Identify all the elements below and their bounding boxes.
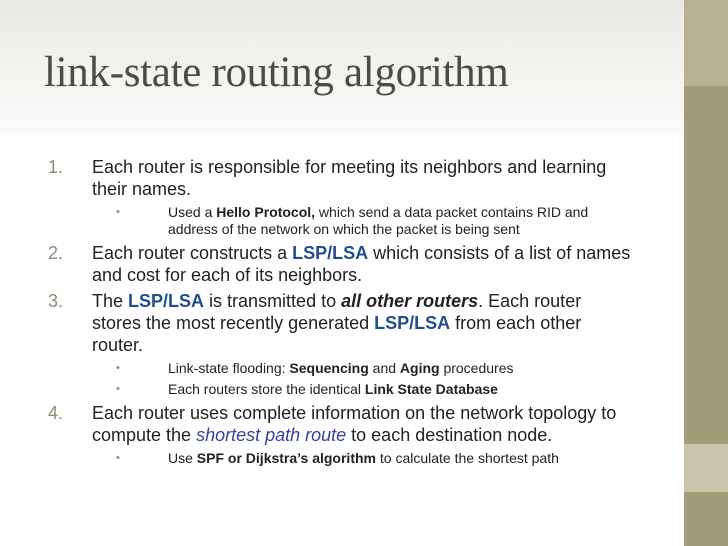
sub-item: • Used a Hello Protocol, which send a data packet contains RID and address of the network on which the packet is being sent [116, 204, 589, 237]
sidebar-strip-top [684, 0, 728, 86]
hello-protocol-term: Hello Protocol, [216, 204, 316, 220]
sub-item: • Use SPF or Dijkstra’s algorithm to calculate the shortest path [116, 450, 559, 466]
item-number: 2. [48, 243, 64, 263]
item-text: Each router constructs a LSP/LSA which consists of a list of names and cost for each of its neighbors. [92, 243, 631, 285]
bullet-icon: • [116, 383, 120, 395]
lsp-lsa-term: LSP/LSA [128, 291, 205, 311]
lsp-lsa-term: LSP/LSA [292, 243, 369, 263]
item-number: 1. [48, 157, 64, 177]
sub-list [0, 360, 684, 398]
lsp-lsa-term: LSP/LSA [374, 313, 451, 333]
sub-list [0, 204, 684, 238]
shortest-path-route-term: shortest path route [196, 425, 347, 445]
item-text: Each router uses complete information on the network topology to compute the shortest path route to each destination node. [92, 403, 617, 445]
item-number: 3. [48, 291, 64, 311]
list-item-2 [0, 242, 684, 286]
bullet-icon: • [116, 452, 120, 464]
list-item-3 [0, 290, 684, 398]
list-item-1 [0, 156, 684, 238]
sidebar-decoration [684, 0, 728, 546]
sidebar-strip-bottom [684, 492, 728, 546]
sidebar-strip-middle [684, 444, 728, 492]
sub-item: • Each routers store the identical Link State Database [116, 381, 498, 397]
bullet-icon: • [116, 362, 120, 374]
item-number: 4. [48, 403, 64, 423]
item-text: Each router is responsible for meeting its neighbors and learning their names. [92, 157, 607, 199]
slide-title: link-state routing algorithm [44, 49, 509, 96]
item-text: The LSP/LSA is transmitted to all other routers. Each router stores the most recently generated LSP/LSA from each other router. [92, 291, 582, 355]
list-item-4 [0, 402, 684, 467]
sub-item: • Link-state flooding: Sequencing and Aging procedures [116, 360, 514, 376]
all-other-routers-term: all other routers [341, 291, 479, 311]
sub-list [0, 450, 684, 467]
bullet-icon: • [116, 206, 120, 218]
slide-content [0, 156, 684, 471]
